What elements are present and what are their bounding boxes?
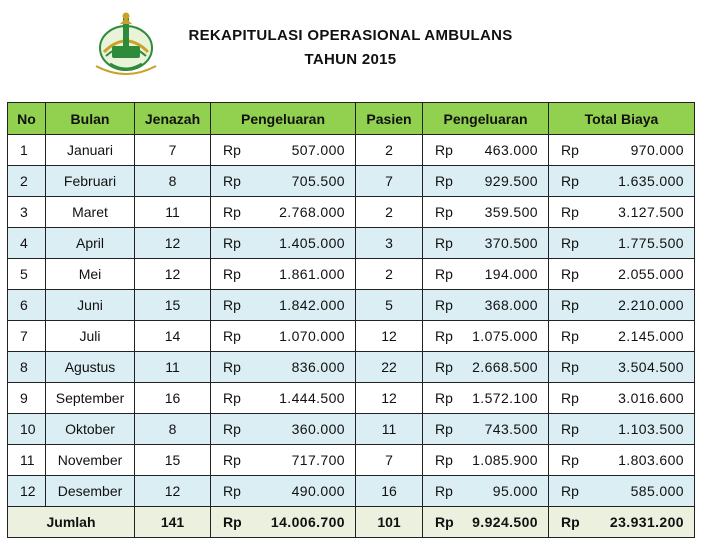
- amount: 23.931.200: [609, 514, 684, 530]
- cell-pengeluaran-jenazah: [211, 135, 356, 166]
- currency-label: Rp: [435, 421, 453, 437]
- title-line-1: REKAPITULASI OPERASIONAL AMBULANS: [188, 27, 513, 44]
- table-row: [8, 414, 695, 445]
- cell-jenazah: 11: [135, 197, 211, 228]
- amount: 368.000: [484, 297, 538, 313]
- cell-bulan: Januari: [46, 135, 135, 166]
- header-pengeluaran-jenazah: Pengeluaran: [211, 103, 356, 135]
- currency-label: Rp: [435, 173, 453, 189]
- amount: 1.803.600: [618, 452, 684, 468]
- cell-no: 1: [8, 135, 46, 166]
- currency-label: Rp: [561, 142, 579, 158]
- amount: 3.127.500: [618, 204, 684, 220]
- cell-pengeluaran-jenazah: [211, 290, 356, 321]
- currency-label: Rp: [223, 235, 241, 251]
- amount: 1.842.000: [279, 297, 345, 313]
- cell-pengeluaran-pasien: [423, 445, 549, 476]
- amount: 2.668.500: [472, 359, 538, 375]
- currency-label: Rp: [435, 483, 453, 499]
- cell-pasien: 11: [356, 414, 423, 445]
- cell-pasien: 22: [356, 352, 423, 383]
- cell-pasien: 12: [356, 321, 423, 352]
- cell-bulan: November: [46, 445, 135, 476]
- title-line-2: TAHUN 2015: [304, 51, 397, 68]
- cell-pasien: 2: [356, 135, 423, 166]
- cell-pengeluaran-jenazah: [211, 166, 356, 197]
- cell-no: 5: [8, 259, 46, 290]
- cell-total-biaya: [549, 321, 695, 352]
- cell-no: 10: [8, 414, 46, 445]
- ambulance-recap-table: [7, 102, 695, 538]
- cell-jenazah: 7: [135, 135, 211, 166]
- amount: 1.572.100: [472, 390, 538, 406]
- currency-label: Rp: [223, 483, 241, 499]
- total-row: [8, 507, 695, 538]
- cell-pasien: 7: [356, 445, 423, 476]
- amount: 95.000: [492, 483, 538, 499]
- cell-pengeluaran-pasien: [423, 197, 549, 228]
- cell-pengeluaran-pasien: [423, 135, 549, 166]
- cell-pasien: 2: [356, 259, 423, 290]
- currency-label: Rp: [561, 297, 579, 313]
- amount: 743.500: [484, 421, 538, 437]
- cell-bulan: Februari: [46, 166, 135, 197]
- cell-pengeluaran-jenazah: [211, 414, 356, 445]
- cell-jenazah: 15: [135, 290, 211, 321]
- amount: 2.768.000: [279, 204, 345, 220]
- currency-label: Rp: [223, 142, 241, 158]
- currency-label: Rp: [223, 452, 241, 468]
- amount: 929.500: [484, 173, 538, 189]
- cell-pasien: 16: [356, 476, 423, 507]
- cell-no: 11: [8, 445, 46, 476]
- cell-pengeluaran-pasien: [423, 414, 549, 445]
- cell-total-biaya: [549, 383, 695, 414]
- total-pengeluaran-pasien: [423, 507, 549, 538]
- cell-total-biaya: [549, 228, 695, 259]
- table-row: [8, 259, 695, 290]
- currency-label: Rp: [223, 173, 241, 189]
- currency-label: Rp: [223, 328, 241, 344]
- cell-bulan: April: [46, 228, 135, 259]
- currency-label: Rp: [223, 390, 241, 406]
- table-row: [8, 166, 695, 197]
- currency-label: Rp: [561, 483, 579, 499]
- currency-label: Rp: [561, 421, 579, 437]
- currency-label: Rp: [561, 235, 579, 251]
- currency-label: Rp: [435, 359, 453, 375]
- amount: 370.500: [484, 235, 538, 251]
- table-row: [8, 290, 695, 321]
- table-row: [8, 352, 695, 383]
- cell-bulan: Juni: [46, 290, 135, 321]
- cell-no: 3: [8, 197, 46, 228]
- total-jenazah: 141: [135, 507, 211, 538]
- cell-no: 4: [8, 228, 46, 259]
- table-row: [8, 476, 695, 507]
- header-total-biaya: Total Biaya: [549, 103, 695, 135]
- cell-pengeluaran-jenazah: [211, 352, 356, 383]
- amount: 1.070.000: [279, 328, 345, 344]
- currency-label: Rp: [561, 266, 579, 282]
- amount: 2.055.000: [618, 266, 684, 282]
- currency-label: Rp: [435, 204, 453, 220]
- cell-pasien: 7: [356, 166, 423, 197]
- amount: 1.635.000: [618, 173, 684, 189]
- cell-total-biaya: [549, 414, 695, 445]
- cell-total-biaya: [549, 197, 695, 228]
- amount: 1.861.000: [279, 266, 345, 282]
- cell-bulan: Maret: [46, 197, 135, 228]
- total-pengeluaran-jenazah: [211, 507, 356, 538]
- cell-pengeluaran-jenazah: [211, 228, 356, 259]
- currency-label: Rp: [223, 359, 241, 375]
- cell-pengeluaran-jenazah: [211, 476, 356, 507]
- currency-label: Rp: [435, 390, 453, 406]
- cell-jenazah: 16: [135, 383, 211, 414]
- cell-bulan: Agustus: [46, 352, 135, 383]
- table-row: [8, 135, 695, 166]
- cell-jenazah: 15: [135, 445, 211, 476]
- amount: 360.000: [291, 421, 345, 437]
- amount: 9.924.500: [472, 514, 538, 530]
- currency-label: Rp: [561, 359, 579, 375]
- cell-pengeluaran-pasien: [423, 476, 549, 507]
- table-row: [8, 197, 695, 228]
- cell-pengeluaran-pasien: [423, 228, 549, 259]
- currency-label: Rp: [435, 297, 453, 313]
- amount: 1.405.000: [279, 235, 345, 251]
- total-label: Jumlah: [8, 507, 135, 538]
- header-bulan: Bulan: [46, 103, 135, 135]
- cell-total-biaya: [549, 290, 695, 321]
- cell-jenazah: 12: [135, 476, 211, 507]
- cell-pengeluaran-jenazah: [211, 197, 356, 228]
- table-row: [8, 228, 695, 259]
- amount: 585.000: [630, 483, 684, 499]
- cell-jenazah: 14: [135, 321, 211, 352]
- amount: 359.500: [484, 204, 538, 220]
- cell-pengeluaran-jenazah: [211, 259, 356, 290]
- cell-pengeluaran-pasien: [423, 290, 549, 321]
- amount: 490.000: [291, 483, 345, 499]
- cell-jenazah: 8: [135, 414, 211, 445]
- currency-label: Rp: [561, 390, 579, 406]
- currency-label: Rp: [435, 514, 454, 530]
- page-title: [0, 24, 701, 72]
- cell-jenazah: 12: [135, 259, 211, 290]
- cell-pengeluaran-pasien: [423, 321, 549, 352]
- amount: 2.145.000: [618, 328, 684, 344]
- amount: 14.006.700: [270, 514, 345, 530]
- amount: 1.444.500: [279, 390, 345, 406]
- header-no: No: [8, 103, 46, 135]
- cell-bulan: Desember: [46, 476, 135, 507]
- amount: 970.000: [630, 142, 684, 158]
- cell-jenazah: 12: [135, 228, 211, 259]
- table-row: [8, 383, 695, 414]
- table-row: [8, 321, 695, 352]
- cell-total-biaya: [549, 352, 695, 383]
- header-jenazah: Jenazah: [135, 103, 211, 135]
- cell-no: 2: [8, 166, 46, 197]
- cell-total-biaya: [549, 445, 695, 476]
- currency-label: Rp: [223, 204, 241, 220]
- header-pasien: Pasien: [356, 103, 423, 135]
- currency-label: Rp: [435, 328, 453, 344]
- cell-pengeluaran-jenazah: [211, 321, 356, 352]
- currency-label: Rp: [435, 452, 453, 468]
- currency-label: Rp: [223, 421, 241, 437]
- amount: 717.700: [291, 452, 345, 468]
- total-pasien: 101: [356, 507, 423, 538]
- cell-jenazah: 8: [135, 166, 211, 197]
- cell-total-biaya: [549, 259, 695, 290]
- cell-pengeluaran-jenazah: [211, 383, 356, 414]
- currency-label: Rp: [561, 173, 579, 189]
- cell-pasien: 12: [356, 383, 423, 414]
- cell-no: 7: [8, 321, 46, 352]
- cell-pengeluaran-jenazah: [211, 445, 356, 476]
- cell-pasien: 5: [356, 290, 423, 321]
- cell-no: 9: [8, 383, 46, 414]
- cell-pengeluaran-pasien: [423, 166, 549, 197]
- amount: 705.500: [291, 173, 345, 189]
- amount: 3.504.500: [618, 359, 684, 375]
- cell-no: 12: [8, 476, 46, 507]
- amount: 1.085.900: [472, 452, 538, 468]
- currency-label: Rp: [561, 514, 580, 530]
- cell-no: 6: [8, 290, 46, 321]
- amount: 463.000: [484, 142, 538, 158]
- cell-no: 8: [8, 352, 46, 383]
- grand-total: [549, 507, 695, 538]
- currency-label: Rp: [223, 266, 241, 282]
- cell-bulan: Juli: [46, 321, 135, 352]
- amount: 836.000: [291, 359, 345, 375]
- currency-label: Rp: [561, 452, 579, 468]
- cell-pengeluaran-pasien: [423, 259, 549, 290]
- cell-pasien: 2: [356, 197, 423, 228]
- cell-pengeluaran-pasien: [423, 383, 549, 414]
- currency-label: Rp: [223, 514, 242, 530]
- cell-total-biaya: [549, 166, 695, 197]
- currency-label: Rp: [435, 142, 453, 158]
- cell-bulan: September: [46, 383, 135, 414]
- amount: 1.075.000: [472, 328, 538, 344]
- header-pengeluaran-pasien: Pengeluaran: [423, 103, 549, 135]
- header-row: [8, 103, 695, 135]
- currency-label: Rp: [223, 297, 241, 313]
- amount: 2.210.000: [618, 297, 684, 313]
- currency-label: Rp: [435, 266, 453, 282]
- amount: 1.103.500: [618, 421, 684, 437]
- amount: 194.000: [484, 266, 538, 282]
- cell-pengeluaran-pasien: [423, 352, 549, 383]
- cell-bulan: Oktober: [46, 414, 135, 445]
- currency-label: Rp: [435, 235, 453, 251]
- cell-total-biaya: [549, 476, 695, 507]
- cell-total-biaya: [549, 135, 695, 166]
- currency-label: Rp: [561, 204, 579, 220]
- amount: 1.775.500: [618, 235, 684, 251]
- cell-jenazah: 11: [135, 352, 211, 383]
- amount: 3.016.600: [618, 390, 684, 406]
- amount: 507.000: [291, 142, 345, 158]
- cell-bulan: Mei: [46, 259, 135, 290]
- currency-label: Rp: [561, 328, 579, 344]
- table-row: [8, 445, 695, 476]
- cell-pasien: 3: [356, 228, 423, 259]
